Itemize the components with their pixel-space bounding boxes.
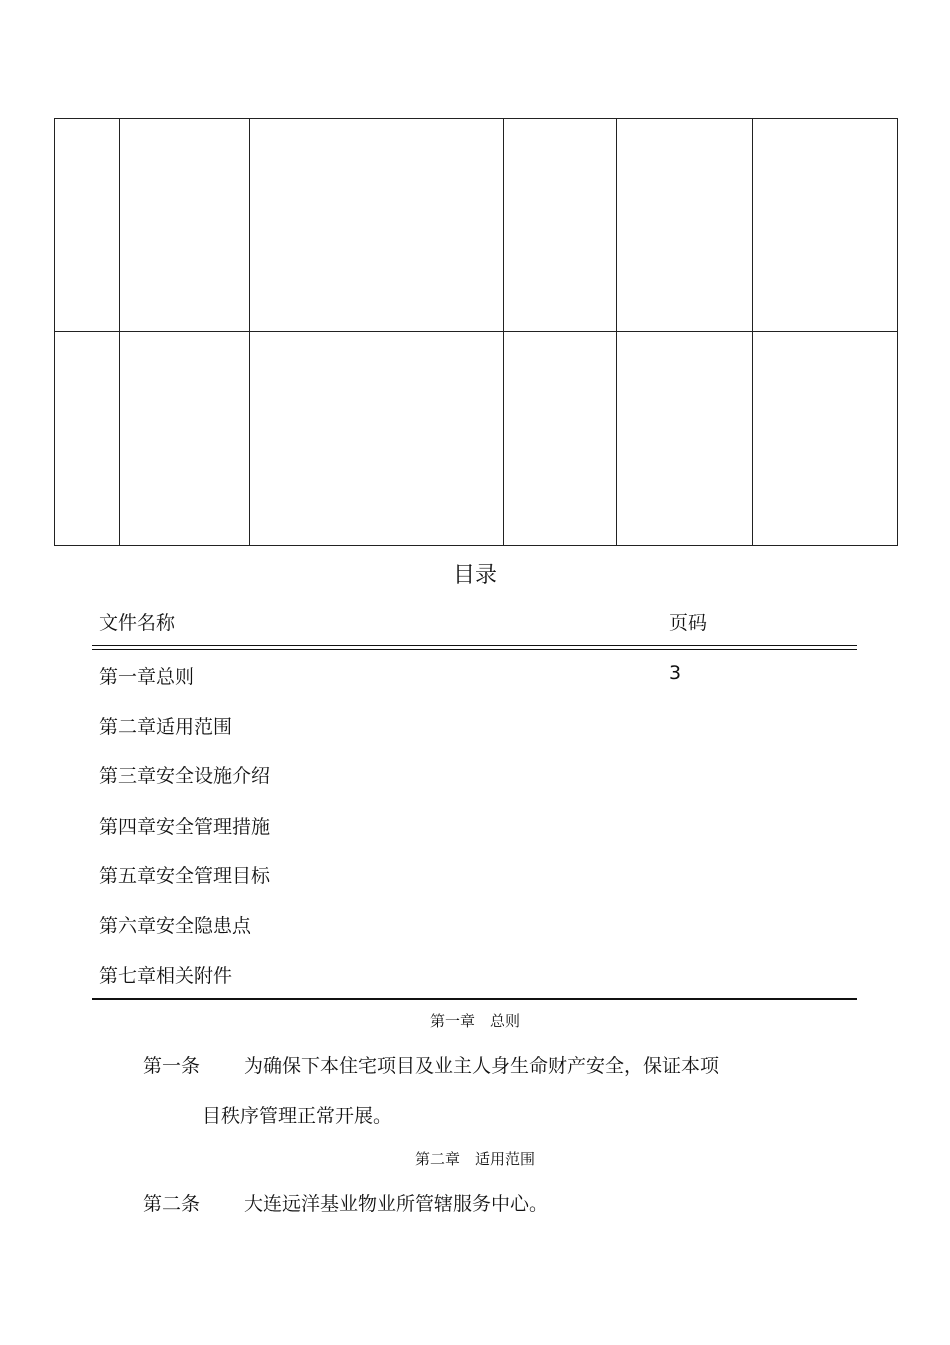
article-text: 为确保下本住宅项目及业主人身生命财产安全，保证本项 [244,1055,720,1077]
toc-column-name: 文件名称 [99,612,176,634]
toc-item: 第三章安全设施介绍 [99,765,271,787]
grid-cell [55,119,120,332]
grid-cell [753,119,898,332]
blank-grid-table [54,118,898,546]
toc-item: 第五章安全管理目标 [99,865,271,887]
grid-row [55,332,898,546]
toc-bottom-rule [92,998,857,1000]
grid-cell [504,119,617,332]
grid-cell [504,332,617,546]
article-label: 第二条 [143,1193,201,1215]
grid-cell [753,332,898,546]
grid-cell [250,119,504,332]
article-label: 第一条 [143,1055,201,1077]
grid-cell [55,332,120,546]
toc-title: 目录 [452,563,497,588]
article-text-continued: 目秩序管理正常开展。 [202,1105,393,1127]
grid-cell [120,332,250,546]
toc-column-page: 页码 [669,612,708,634]
toc-item-page: 3 [669,662,682,684]
toc-item: 第七章相关附件 [99,965,233,987]
chapter-heading: 第一章 总则 [429,1012,520,1030]
chapter-heading: 第二章 适用范围 [414,1150,535,1168]
grid-cell [617,119,753,332]
grid-cell [250,332,504,546]
toc-header-rule [92,645,857,650]
article-text: 大连远洋基业物业所管辖服务中心。 [244,1193,549,1215]
grid-cell [617,332,753,546]
grid-cell [120,119,250,332]
grid-row [55,119,898,332]
toc-item: 第二章适用范围 [99,716,233,738]
toc-item: 第一章总则 [99,666,195,688]
toc-item: 第四章安全管理措施 [99,816,271,838]
toc-item: 第六章安全隐患点 [99,915,252,937]
